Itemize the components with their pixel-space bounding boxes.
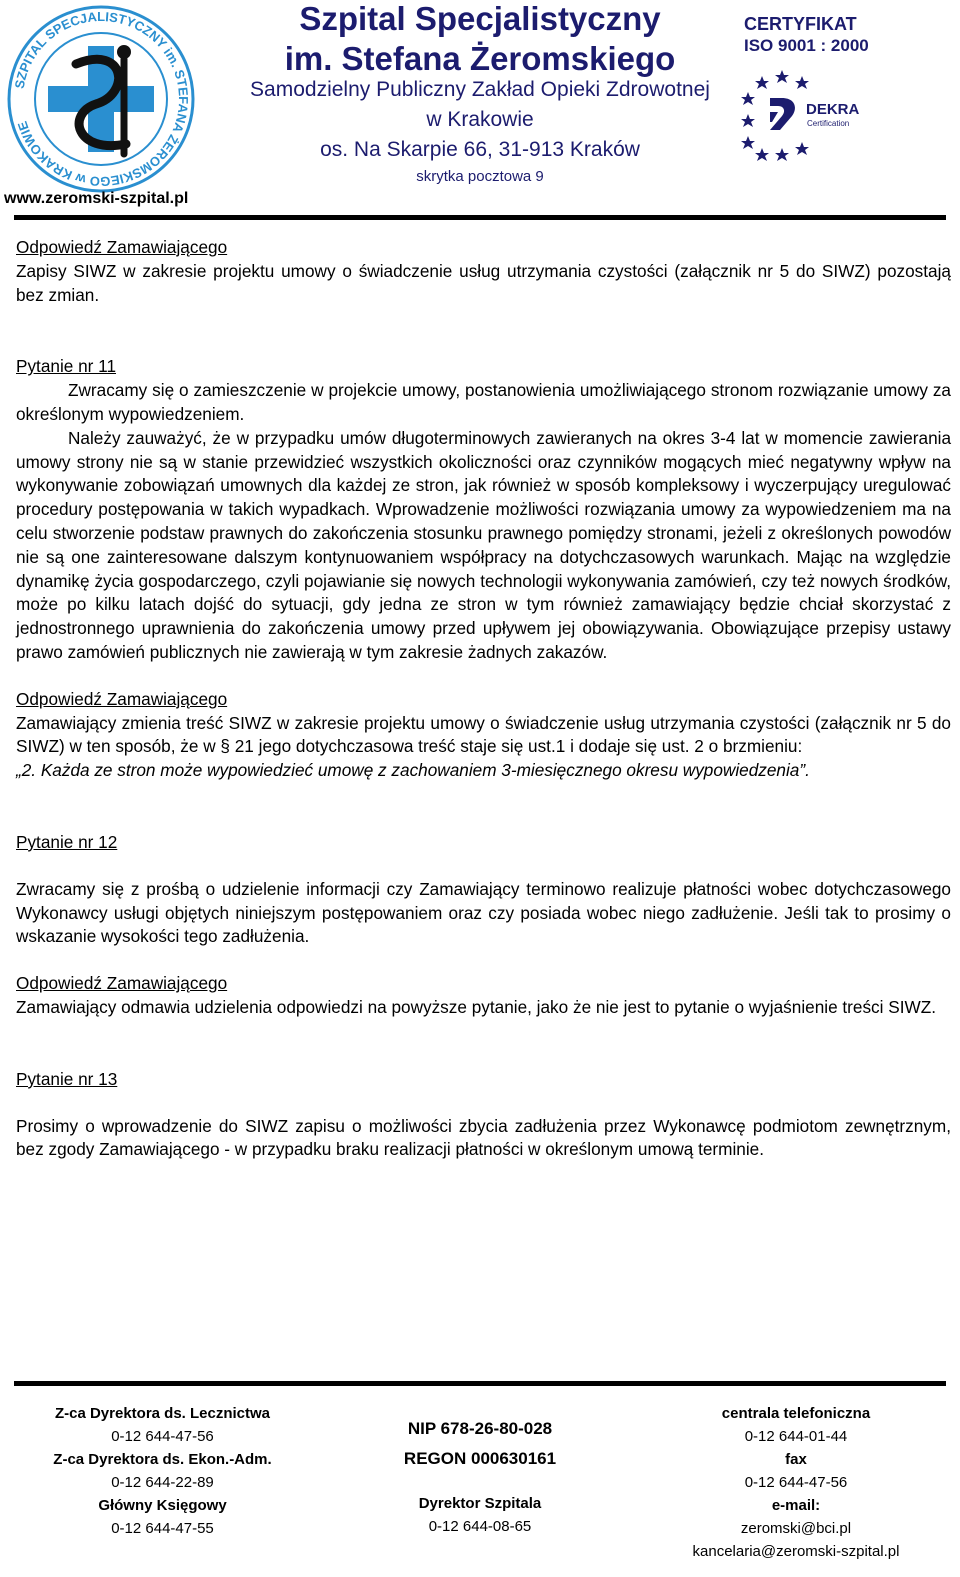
question-11-paragraph-1: Zwracamy się o zamieszczenie w projekcie umowy, postanowienia umożliwiającego stronom rozwiązanie umowy za określonym wypowiedzeniem. (16, 380, 951, 424)
switchboard-label: centrala telefoniczna (721, 1405, 871, 1422)
answer-heading: Odpowiedź Zamawiającego (16, 973, 228, 994)
answer-heading: Odpowiedź Zamawiającego (16, 237, 228, 257)
spacer (16, 665, 951, 688)
spacer (16, 855, 951, 878)
spacer (16, 1020, 951, 1068)
website-link[interactable]: www.zeromski-szpital.pl (4, 190, 189, 207)
question-13-text: Prosimy o wprowadzenie do SIWZ zapisu o możliwości zbycia zadłużenia przez Wykonawcę podmiotom zewnętrznym, bez zgody Zamawiającego - w przypadku braku realizacji płatności w określonym umową terminie. (16, 1115, 951, 1160)
footer-contacts-left (30, 1402, 295, 1540)
switchboard-phone: 0-12 644-01-44 (744, 1428, 848, 1445)
po-box: skrytka pocztowa 9 (416, 168, 544, 185)
footer-contacts-right (670, 1402, 922, 1563)
email-label: e-mail: (771, 1497, 821, 1514)
deputy-director-economic-label: Z-ca Dyrektora ds. Ekon.-Adm. (53, 1451, 272, 1468)
svg-text:DEKRA: DEKRA (806, 101, 860, 118)
document-body (16, 236, 951, 1162)
dekra-certification-logo (740, 68, 864, 162)
header-divider (14, 215, 946, 220)
spacer (16, 783, 951, 831)
email-address-2[interactable]: kancelaria@zeromski-szpital.pl (692, 1543, 900, 1560)
answer-heading: Odpowiedź Zamawiającego (16, 688, 228, 709)
hospital-director-label: Dyrektor Szpitala (418, 1495, 542, 1512)
email-address-1[interactable]: zeromski@bci.pl (740, 1520, 852, 1537)
question-11-paragraph-2: Należy zauważyć, że w przypadku umów długoterminowych zawieranych na okres 3-4 lat w momencie zawierania umowy strony nie są w stanie przewidzieć wszystkich okoliczności oraz czynników mogących mieć negatywny wpływ na wykonywanie zobowiązań umownych dla każdej ze stron, jak również w sposób kompleksowy i wyczerpujący uregulować procedury postępowania w takich wypadkach. Wprowadzenie możliwości rozwiązania umowy za wypowiedzeniem ma na celu stworzenie podstaw prawnych do zakończenia stosunku prawnego pomiędzy stronami, jeżeli z określonych powodów nie są one zainteresowane dalszym kontynuowaniem współpracy na dotychczasowych warunkach. Mając na względzie dynamikę życia gospodarczego, czyli pojawianie się nowych technologii wykonywania zamówień, czy też nowych środków, może po kilku latach dojść do sytuacji, gdy jedna ze stron w tym również zamawiający będzie chciał skorzystać z jednostronnego uprawnienia do zakończenia umowy przed upływem jej obowiązywania. Obowiązujące przepisy ustawy prawo zamówień publicznych nie zawierają w tym zakresie żadnych zakazów. (16, 427, 951, 662)
spacer (16, 1092, 951, 1115)
hospital-logo (6, 4, 196, 194)
nip-number: NIP 678-26-80-028 (407, 1419, 553, 1438)
regon-number: REGON 000630161 (403, 1449, 557, 1468)
answer-10-text: Zapisy SIWZ w zakresie projektu umowy o świadczenie usług utrzymania czystości (załącznik nr 5 do SIWZ) pozostają bez zmian. (16, 260, 951, 305)
deputy-director-economic-phone: 0-12 644-22-89 (111, 1474, 214, 1491)
chief-accountant-label: Główny Księgowy (98, 1497, 227, 1514)
certificate-title: CERTYFIKAT (744, 14, 857, 34)
fax-label: fax (785, 1451, 807, 1468)
answer-12-text: Zamawiający odmawia udzielenia odpowiedzi na powyższe pytanie, jako że nie jest to pytanie o wyjaśnienie treści SIWZ. (16, 996, 936, 1017)
footer-divider (14, 1381, 946, 1386)
answer-11-text: Zamawiający zmienia treść SIWZ w zakresie projektu umowy o świadczenie usług utrzymania czystości (załącznik nr 5 do SIWZ) w ten sposób, że w § 21 jego dotychczasowa treść staje się ust.1 i dodaje się ust. 2 o brzmieniu: (16, 712, 951, 757)
hospital-director-phone: 0-12 644-08-65 (428, 1518, 532, 1535)
svg-text:SZPITAL SPECJALISTYCZNY im. ST: SZPITAL SPECJALISTYCZNY im. STEFANA ŻEROMSKIEGO w KRAKOWIE (11, 8, 192, 190)
footer-contacts-center (370, 1414, 590, 1538)
deputy-director-medical-phone: 0-12 644-47-56 (111, 1428, 214, 1445)
city: w Krakowie (426, 108, 534, 131)
question-12-title: Pytanie nr 12 (16, 831, 118, 852)
hospital-name-line-2: im. Stefana Żeromskiego (284, 40, 676, 77)
question-12-text: Zwracamy się z prośbą o udzielenie informacji czy Zamawiający terminowo realizuje płatności wobec dotychczasowego Wykonawcy usługi objętych niniejszym postępowaniem oraz czy posiada wobec niego zadłużenie. Jeśli tak to prosimy o wskazanie wysokości tego zadłużenia. (16, 878, 951, 947)
address: os. Na Skarpie 66, 31-913 Kraków (320, 138, 640, 161)
chief-accountant-phone: 0-12 644-47-55 (111, 1520, 214, 1537)
certificate-iso: ISO 9001 : 2000 (744, 36, 869, 55)
spacer (370, 1474, 590, 1492)
answer-11-quote: „2. Każda ze stron może wypowiedzieć umowę z zachowaniem 3-miesięcznego okresu wypowiedzenia”. (16, 760, 810, 781)
deputy-director-medical-label: Z-ca Dyrektora ds. Lecznictwa (54, 1405, 271, 1422)
question-11-title: Pytanie nr 11 (16, 356, 117, 377)
institution-type: Samodzielny Publiczny Zakład Opieki Zdrowotnej (250, 78, 710, 101)
fax-number: 0-12 644-47-56 (744, 1474, 848, 1491)
hospital-name-line-1: Szpital Specjalistyczny (299, 0, 661, 37)
letterhead (0, 0, 960, 216)
spacer (16, 307, 951, 355)
spacer (16, 949, 951, 972)
svg-text:Certification: Certification (807, 119, 850, 128)
question-13-title: Pytanie nr 13 (16, 1068, 118, 1089)
